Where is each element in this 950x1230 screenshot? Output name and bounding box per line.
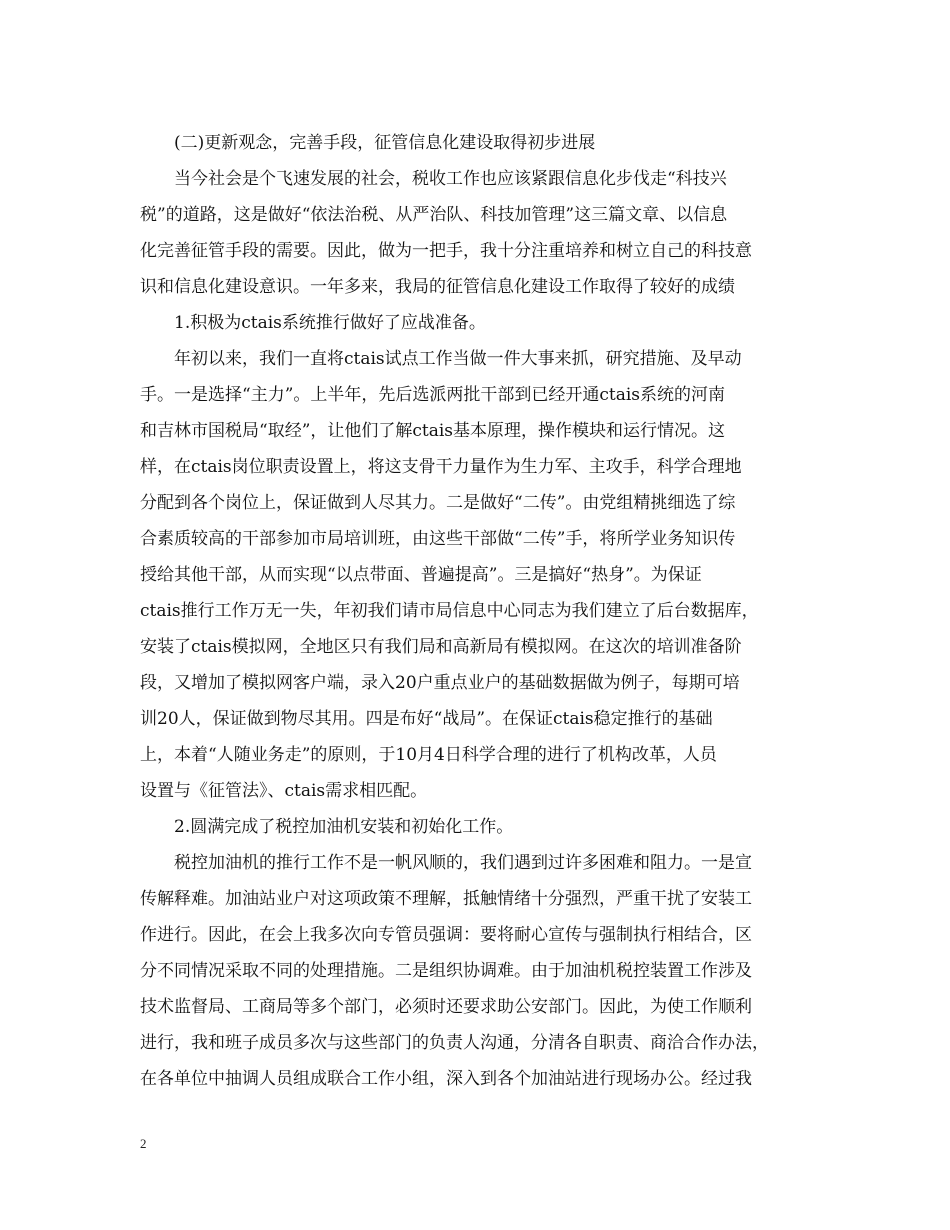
text-line: 在各单位中抽调人员组成联合工作小组，深入到各个加油站进行现场办公。经过我 xyxy=(140,1069,752,1089)
text-line: 作进行。因此，在会上我多次向专管员强调：要将耐心宣传与强制执行相结合，区 xyxy=(140,925,752,945)
text-line: 分配到各个岗位上，保证做到人尽其力。二是做好“二传”。由党组精挑细选了综 xyxy=(140,493,736,513)
text-line: 化完善征管手段的需要。因此，做为一把手，我十分注重培养和树立自己的科技意 xyxy=(140,241,752,261)
text-line: (二)更新观念，完善手段，征管信息化建设取得初步进展 xyxy=(140,133,596,153)
text-line: 税控加油机的推行工作不是一帆风顺的，我们遇到过许多困难和阻力。一是宣 xyxy=(140,853,752,873)
text-line: 2.圆满完成了税控加油机安装和初始化工作。 xyxy=(140,817,514,837)
text-line: 识和信息化建设意识。一年多来，我局的征管信息化建设工作取得了较好的成绩 xyxy=(140,277,735,297)
text-line: ctais推行工作万无一失，年初我们请市局信息中心同志为我们建立了后台数据库， xyxy=(140,601,759,621)
text-line: 技术监督局、工商局等多个部门，必须时还要求助公安部门。因此，为使工作顺利 xyxy=(140,997,752,1017)
text-line: 上，本着“人随业务走”的原则，于10月4日科学合理的进行了机构改革，人员 xyxy=(140,745,717,765)
text-line: 安装了ctais模拟网，全地区只有我们局和高新局有模拟网。在这次的培训准备阶 xyxy=(140,637,742,657)
text-line: 段，又增加了模拟网客户端，录入20户重点业户的基础数据做为例子，每期可培 xyxy=(140,673,740,693)
text-line: 1.积极为ctais系统推行做好了应战准备。 xyxy=(140,313,486,333)
text-line: 合素质较高的干部参加市局培训班，由这些干部做“二传”手，将所学业务知识传 xyxy=(140,529,736,549)
text-line: 传解释难。加油站业户对这项政策不理解，抵触情绪十分强烈，严重干扰了安装工 xyxy=(140,889,752,909)
text-line: 当今社会是个飞速发展的社会，税收工作也应该紧跟信息化步伐走“科技兴 xyxy=(140,169,727,189)
page-number: 2 xyxy=(140,1136,147,1151)
text-line: 年初以来，我们一直将ctais试点工作当做一件大事来抓，研究措施、及早动 xyxy=(140,349,742,369)
text-line: 训20人，保证做到物尽其用。四是布好“战局”。在保证ctais稳定推行的基础 xyxy=(140,709,713,729)
text-line: 税”的道路，这是做好“依法治税、从严治队、科技加管理”这三篇文章、以信息 xyxy=(140,205,728,225)
text-line: 分不同情况采取不同的处理措施。二是组织协调难。由于加油机税控装置工作涉及 xyxy=(140,961,752,981)
text-line: 设置与《征管法》、ctais需求相匹配。 xyxy=(140,781,428,801)
text-line: 授给其他干部，从而实现“以点带面、普遍提高”。三是搞好“热身”。为保证 xyxy=(140,565,702,585)
text-line: 进行，我和班子成员多次与这些部门的负责人沟通，分清各自职责、商洽合作办法， xyxy=(140,1033,769,1053)
text-line: 手。一是选择“主力”。上半年，先后选派两批干部到已经开通ctais系统的河南 xyxy=(140,385,726,405)
text-line: 样，在ctais岗位职责设置上，将这支骨干力量作为生力军、主攻手，科学合理地 xyxy=(140,457,742,477)
text-line: 和吉林市国税局“取经”，让他们了解ctais基本原理，操作模块和运行情况。这 xyxy=(140,421,726,441)
